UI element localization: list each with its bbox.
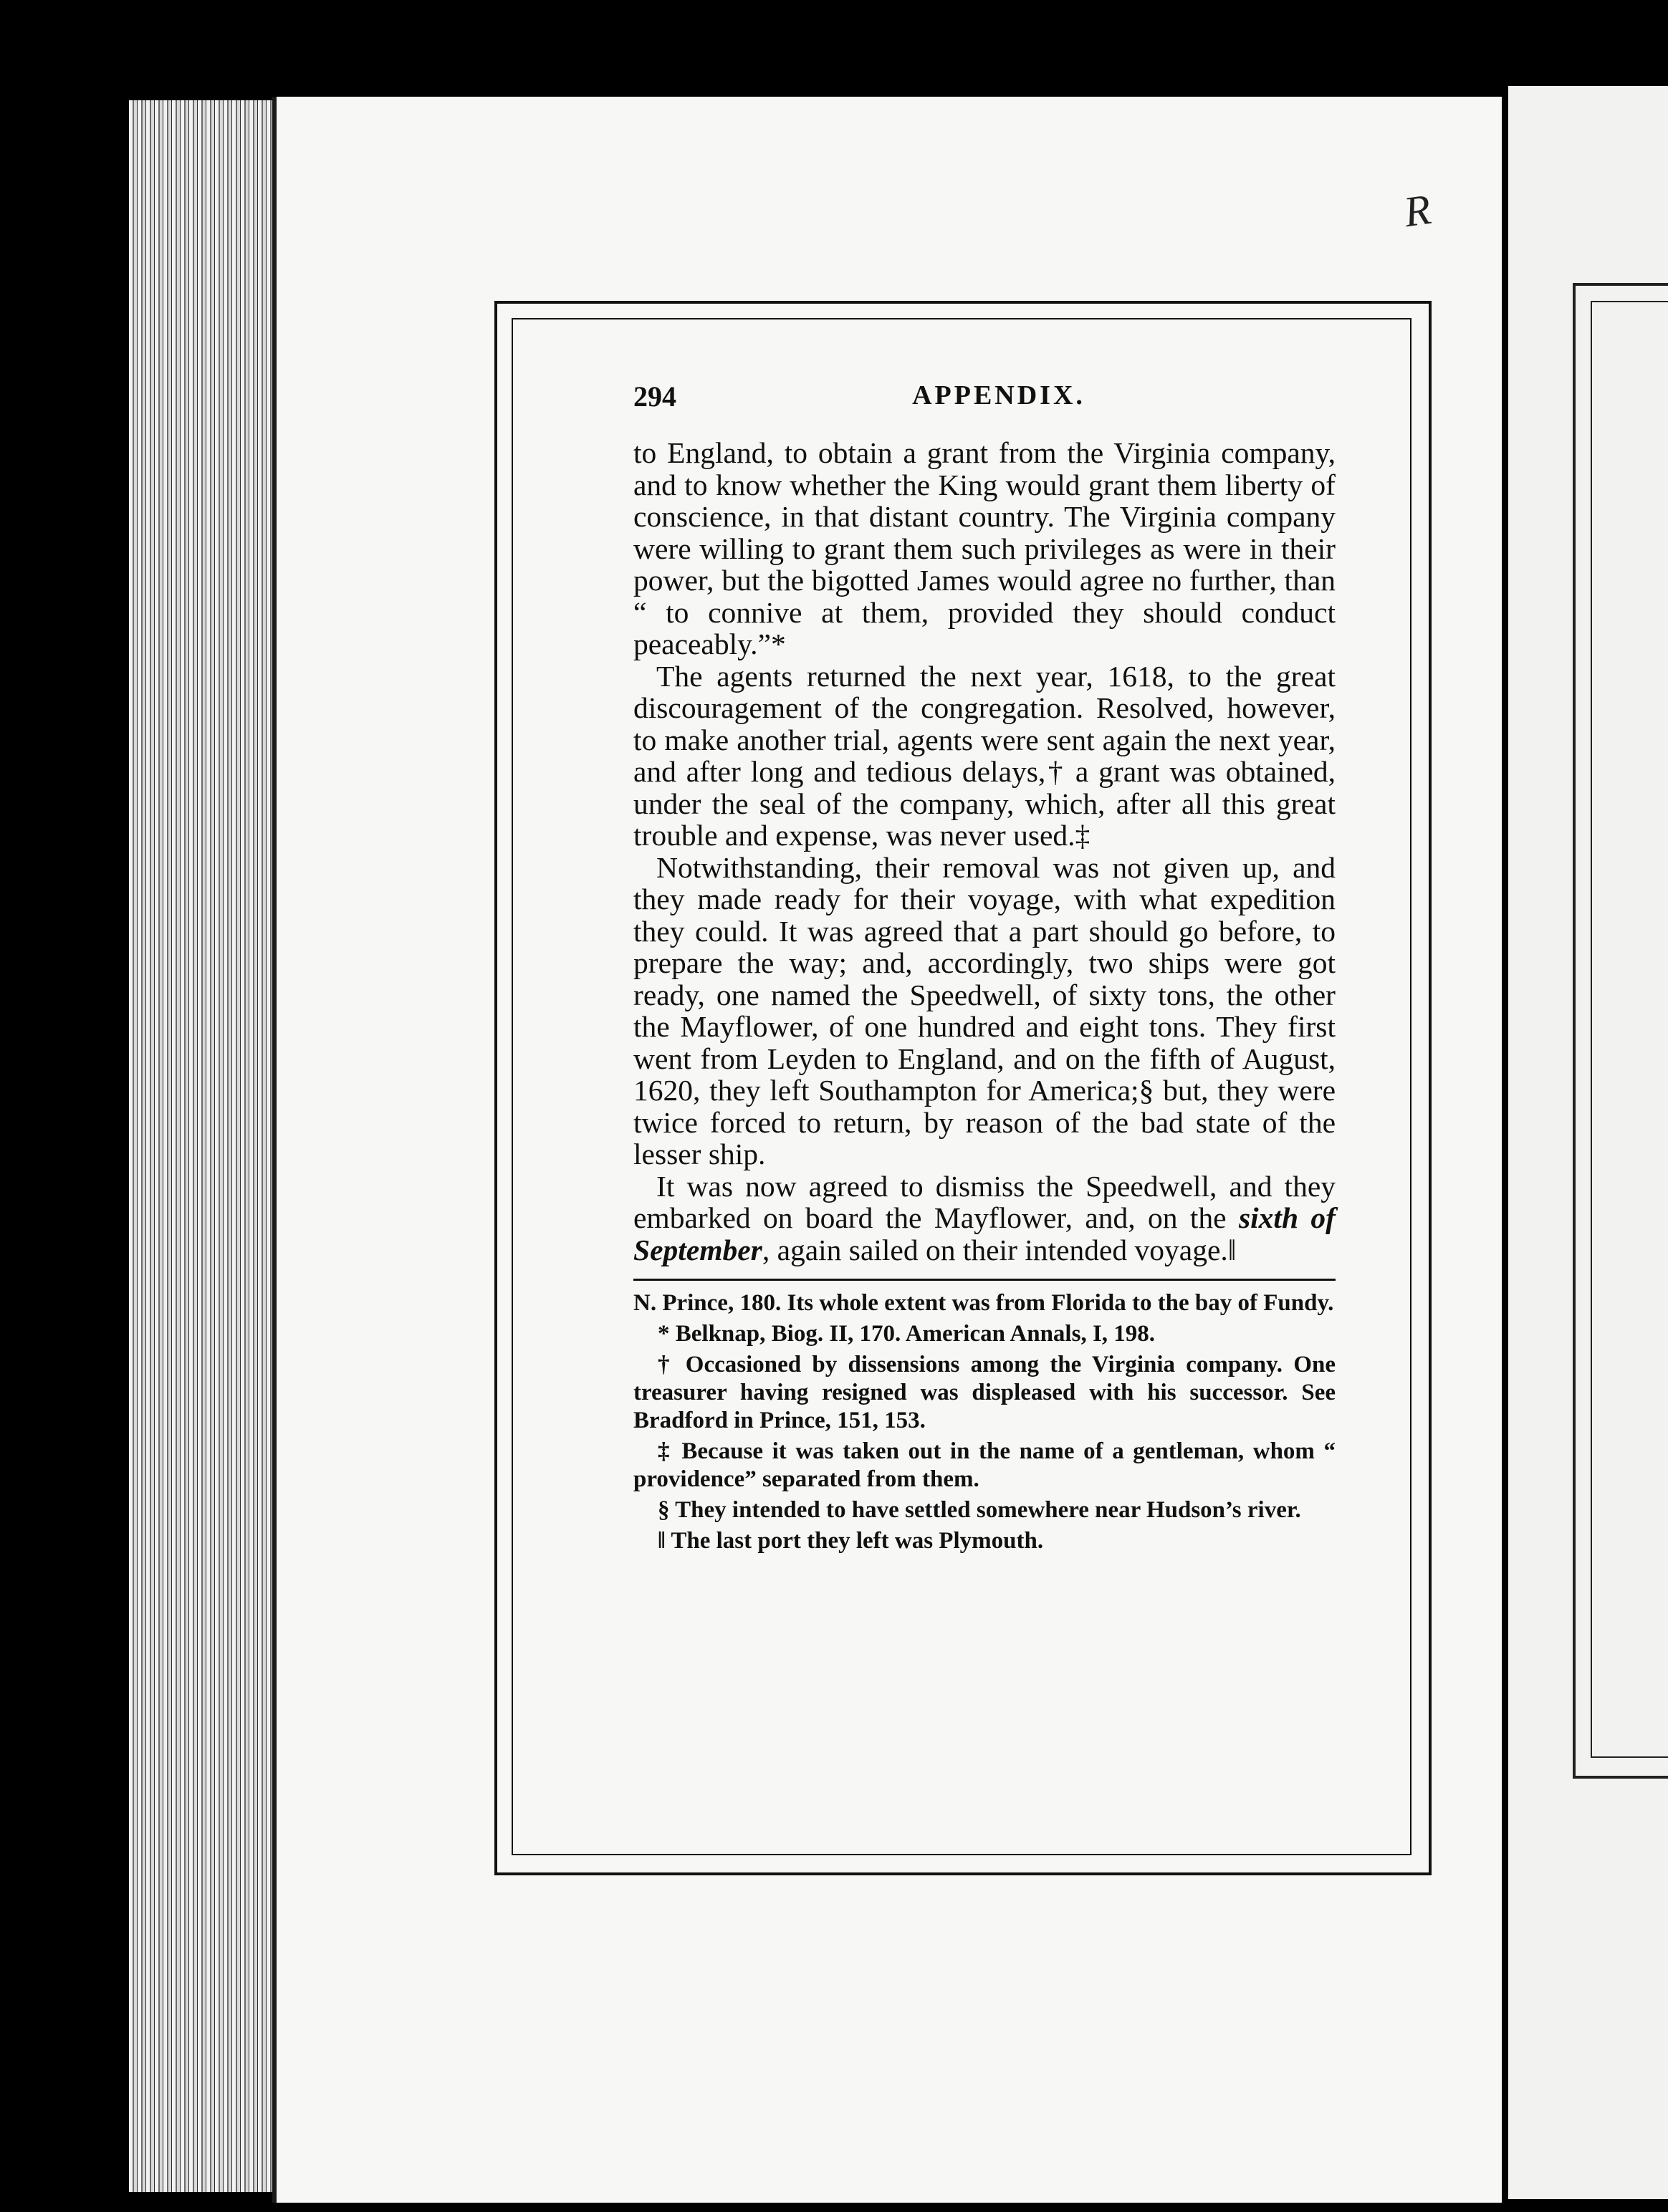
page-number: 294 xyxy=(633,380,676,413)
page-title: APPENDIX. xyxy=(912,380,1085,410)
paragraph-text-continued: , again sailed on their intended voyage.‖ xyxy=(762,1233,1237,1266)
paragraph-emphasis: sixth of September xyxy=(633,1201,1336,1266)
footnote: * Belknap, Biog. II, 170. American Annals, I, 198. xyxy=(658,1321,1156,1347)
footnotes xyxy=(633,1289,1336,1555)
paragraph-text: It was now agreed to dismiss the Speedwell, and they embarked on board the Mayflower, and, on the xyxy=(633,1169,1336,1234)
paragraph-text: Notwithstanding, their removal was not given up, and they made ready for their voyage, with what expedition they could. It was agreed that a part should go before, to prepare the way; and, accordingly, two ships were got ready, one named the Speedwell, of sixty tons, the other the Mayflower, of one hundred and eight tons. They first went from Leyden to England, and on the fifth of August, 1620, they left Southampton for America;§ but, they were twice forced to return, by reason of the bad state of the lesser ship. xyxy=(633,850,1336,1170)
paragraph xyxy=(633,660,1336,852)
footnote: § They intended to have settled somewhere near Hudson’s river. xyxy=(658,1497,1301,1523)
handwritten-margin-mark: R xyxy=(1401,185,1434,236)
footnote: N. Prince, 180. Its whole extent was from Florida to the bay of Fundy. xyxy=(633,1290,1334,1316)
body-text xyxy=(633,437,1336,1266)
paragraph-text: to England, to obtain a grant from the Virginia company, and to know whether the King would grant them liberty of conscience, in that distant country. The Virginia company were willing to grant them such privileges as were in their power, but the bigotted James would agree no further, than “ to connive at them, provided they should conduct peaceably.”* xyxy=(633,436,1336,660)
paragraph-text: The agents returned the next year, 1618, to the great discouragement of the congregation. Resolved, however, to make another trial, agents were sent again the next year, and after long and tedious delays,† a grant was obtained, under the seal of the company, which, after all this great trouble and expense, was never used.‡ xyxy=(633,659,1336,852)
footnote: ‡ Because it was taken out in the name of a gentleman, whom “ providence” separated from them. xyxy=(633,1438,1336,1492)
page-content xyxy=(633,380,1336,1558)
paragraph xyxy=(633,437,1336,660)
footnote: † Occasioned by dissensions among the Virginia company. One treasurer having resigned was displeased with his successor. See Bradford in Prince, 151, 153. xyxy=(633,1352,1336,1433)
running-head xyxy=(633,380,1336,423)
footnote: ‖ The last port they left was Plymouth. xyxy=(658,1528,1044,1554)
facing-page-frame-inner xyxy=(1591,301,1668,1758)
paragraph xyxy=(633,1170,1336,1266)
footnote-rule xyxy=(633,1279,1336,1281)
paragraph xyxy=(633,852,1336,1170)
